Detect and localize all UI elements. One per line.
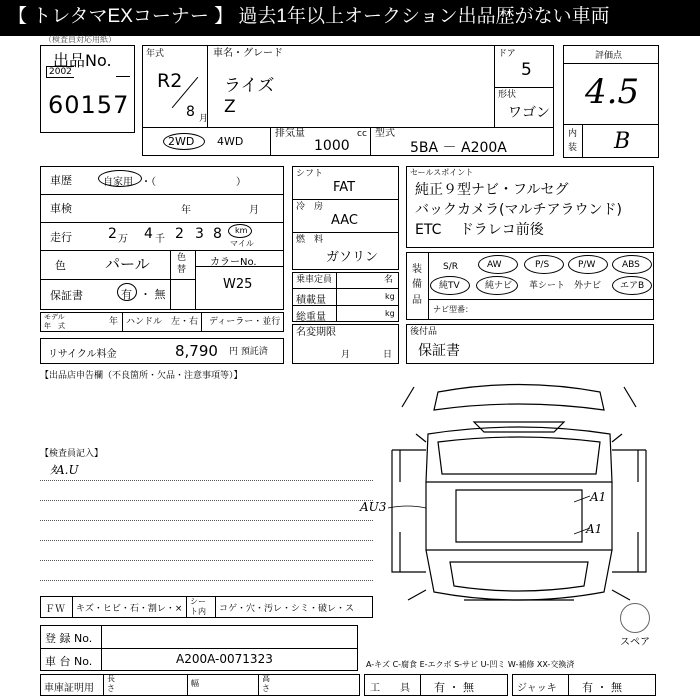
car-diagram: [378, 372, 660, 624]
name-change-day: 日: [383, 350, 393, 360]
lot-stamp: 2002: [46, 66, 74, 78]
drive-4wd: 4WD: [217, 135, 244, 148]
shape-value: ワゴン: [508, 105, 550, 121]
interior-label-1: 内: [568, 129, 578, 139]
history-value: 自家用: [103, 177, 133, 188]
recycle-unit: 円 預託済: [229, 347, 268, 357]
cert-width: 幅: [191, 679, 199, 688]
history-rest: ・（ ）: [141, 177, 246, 188]
color-label: 色: [55, 259, 66, 272]
mileage-u1: 万: [118, 234, 128, 245]
equip-tv: 純TV: [439, 281, 460, 291]
aftermarket-label: 後付品: [410, 327, 438, 337]
history-label: 車歴: [50, 174, 72, 187]
lot-number: 60157: [48, 91, 130, 119]
capacity-label: 乗車定員: [296, 275, 333, 285]
seat-label-1: シー: [190, 597, 206, 606]
color-value: パール: [105, 255, 150, 273]
score-label: 評価点: [595, 51, 623, 61]
spare-circle: [620, 603, 650, 633]
sales-label: セールスポイント: [410, 168, 474, 177]
cert-height-2: さ: [262, 684, 270, 693]
inspector-note: ﾀA.U: [50, 463, 79, 477]
inspection-label: 車検: [50, 202, 72, 215]
legend: A-キズ C-腐食 E-エクボ S-サビ U-凹ミ W-補修 XX-交換済: [366, 660, 575, 669]
fuel-label: 燃 料: [296, 235, 324, 245]
au3-pointer: [388, 506, 426, 508]
equipment-label-3: 品: [412, 295, 422, 306]
equip-leather: 革シート: [529, 281, 566, 291]
banner-text: 【 トレタマEXコーナー 】 過去1年以上オークション出品歴がない車両: [8, 6, 610, 27]
mileage-d4: 3: [195, 226, 204, 242]
chassis-value: A200A-0071323: [176, 652, 273, 666]
shape-label: 形状: [498, 90, 517, 100]
warranty-label: 保証書: [50, 289, 83, 302]
aircon-label: 冷 房: [296, 202, 324, 212]
sales-line-3: ETC ドラレコ前後: [415, 222, 544, 238]
color-code-label: カラーNo.: [210, 257, 257, 268]
color-code-value: W25: [223, 277, 253, 292]
cert-length-1: 長: [107, 674, 115, 683]
gross-unit: kg: [385, 309, 395, 318]
inspection-year-unit: 年: [181, 205, 191, 216]
door-value: 5: [521, 60, 532, 80]
car-name-label: 車名・グレード: [213, 48, 283, 59]
year-label: 年式: [146, 49, 165, 59]
fw-label: ＦＷ: [45, 604, 65, 615]
mileage-mile: マイル: [230, 239, 254, 248]
cert-height-1: 高: [262, 674, 270, 683]
equip-aw: AW: [487, 260, 502, 270]
model-year-dealer: ディーラー・並行: [209, 317, 281, 327]
equip-ps: P/S: [535, 260, 550, 270]
equip-pw: P/W: [578, 260, 596, 270]
mileage-label: 走行: [50, 231, 72, 244]
name-change-month: 月: [341, 350, 351, 360]
displacement-label: 排気量: [275, 128, 305, 139]
displacement-value: 1000: [314, 138, 350, 154]
mileage-d3: 2: [175, 226, 184, 242]
year-month: 8: [186, 104, 195, 120]
mark-au3: AU3: [360, 500, 387, 514]
warranty-no: ・ 無: [140, 288, 166, 301]
year-era: R2: [157, 70, 183, 92]
mark-a1-lower: A1: [586, 522, 603, 536]
recycle-value: 8,790: [175, 342, 218, 360]
equip-airbag: エアB: [620, 281, 645, 291]
equipment-label-2: 備: [412, 279, 422, 290]
equip-navi: 純ナビ: [485, 281, 513, 291]
door-label: ドア: [498, 49, 516, 59]
color-change-2: 替: [177, 265, 187, 275]
load-label: 積載量: [296, 295, 326, 306]
jack-label: ジャッキ: [517, 683, 557, 694]
spare-label: スペア: [620, 637, 650, 648]
model-label: 型式: [375, 128, 395, 139]
exhibitor-label: 【出品店申告欄（不良箇所・欠品・注意事項等）】: [40, 371, 243, 381]
warranty-yes: 有: [121, 288, 132, 301]
model-year-label-2: 年 式: [44, 322, 65, 330]
mileage-d1: 2: [108, 226, 117, 242]
capacity-unit: 名: [384, 275, 394, 285]
registration-label: 登 録 No.: [45, 632, 93, 645]
load-unit: kg: [385, 292, 395, 301]
mileage-d2: 4: [144, 226, 153, 242]
cert-label: 車庫証明用: [44, 683, 94, 694]
mark-a1-upper: A1: [590, 490, 607, 504]
equip-navi-model: ナビ型番：: [433, 305, 473, 314]
model-value: 5BA － A200A: [410, 140, 507, 156]
seat-items: コゲ・穴・汚レ・シミ・破レ・ス: [219, 604, 355, 614]
sales-line-1: 純正９型ナビ・フルセグ: [415, 182, 569, 198]
chassis-label: 車 台 No.: [45, 655, 93, 668]
tools-label: 工 具: [370, 683, 410, 694]
aircon-value: AAC: [331, 213, 358, 228]
jack-value: 有 ・ 無: [582, 681, 622, 694]
gross-label: 総重量: [296, 312, 326, 323]
aftermarket-value: 保証書: [418, 343, 460, 359]
displacement-unit: cc: [357, 129, 367, 139]
car-outline: [392, 385, 646, 601]
seat-label-2: ト内: [190, 607, 206, 616]
equip-sr: S/R: [443, 262, 458, 272]
shift-label: シフト: [296, 169, 324, 179]
mileage-u2: 千: [155, 234, 165, 245]
top-note: （検査員対応用紙）: [44, 35, 116, 44]
inspection-month-unit: 月: [249, 205, 259, 216]
interior-label-2: 装: [568, 143, 578, 153]
model-year-label-1: モデル: [44, 313, 65, 321]
lot-underline: [116, 76, 130, 77]
model-year-handle: ハンドル 左・右: [126, 317, 199, 327]
score-value: 4.5: [585, 72, 640, 112]
interior-value: B: [614, 129, 631, 154]
equip-abs: ABS: [622, 260, 640, 270]
car-grade: Z: [224, 97, 236, 117]
lot-label: 出品No.: [53, 51, 112, 70]
recycle-label: リサイクル料金: [48, 349, 117, 360]
fuel-value: ガソリン: [326, 250, 379, 265]
tools-value: 有 ・ 無: [434, 681, 474, 694]
mileage-d5: 8: [213, 226, 222, 242]
equipment-label-1: 装: [412, 264, 422, 275]
car-name: ライズ: [224, 76, 275, 96]
shift-value: FAT: [333, 180, 356, 195]
equip-ext-navi: 外ナビ: [574, 281, 602, 291]
sales-line-2: バックカメラ(マルチアラウンド): [415, 202, 622, 218]
name-change-label: 名変期限: [296, 327, 336, 338]
year-month-unit: 月: [199, 114, 209, 124]
cert-length-2: さ: [107, 684, 115, 693]
inspector-label: 【検査員記入】: [40, 449, 104, 459]
fw-items: キズ・ヒビ・石・割レ・×: [76, 604, 183, 614]
mileage-km: km: [235, 226, 248, 235]
model-year-unit: 年: [109, 317, 119, 327]
color-change-1: 色: [177, 253, 187, 263]
drive-2wd: 2WD: [168, 135, 195, 148]
